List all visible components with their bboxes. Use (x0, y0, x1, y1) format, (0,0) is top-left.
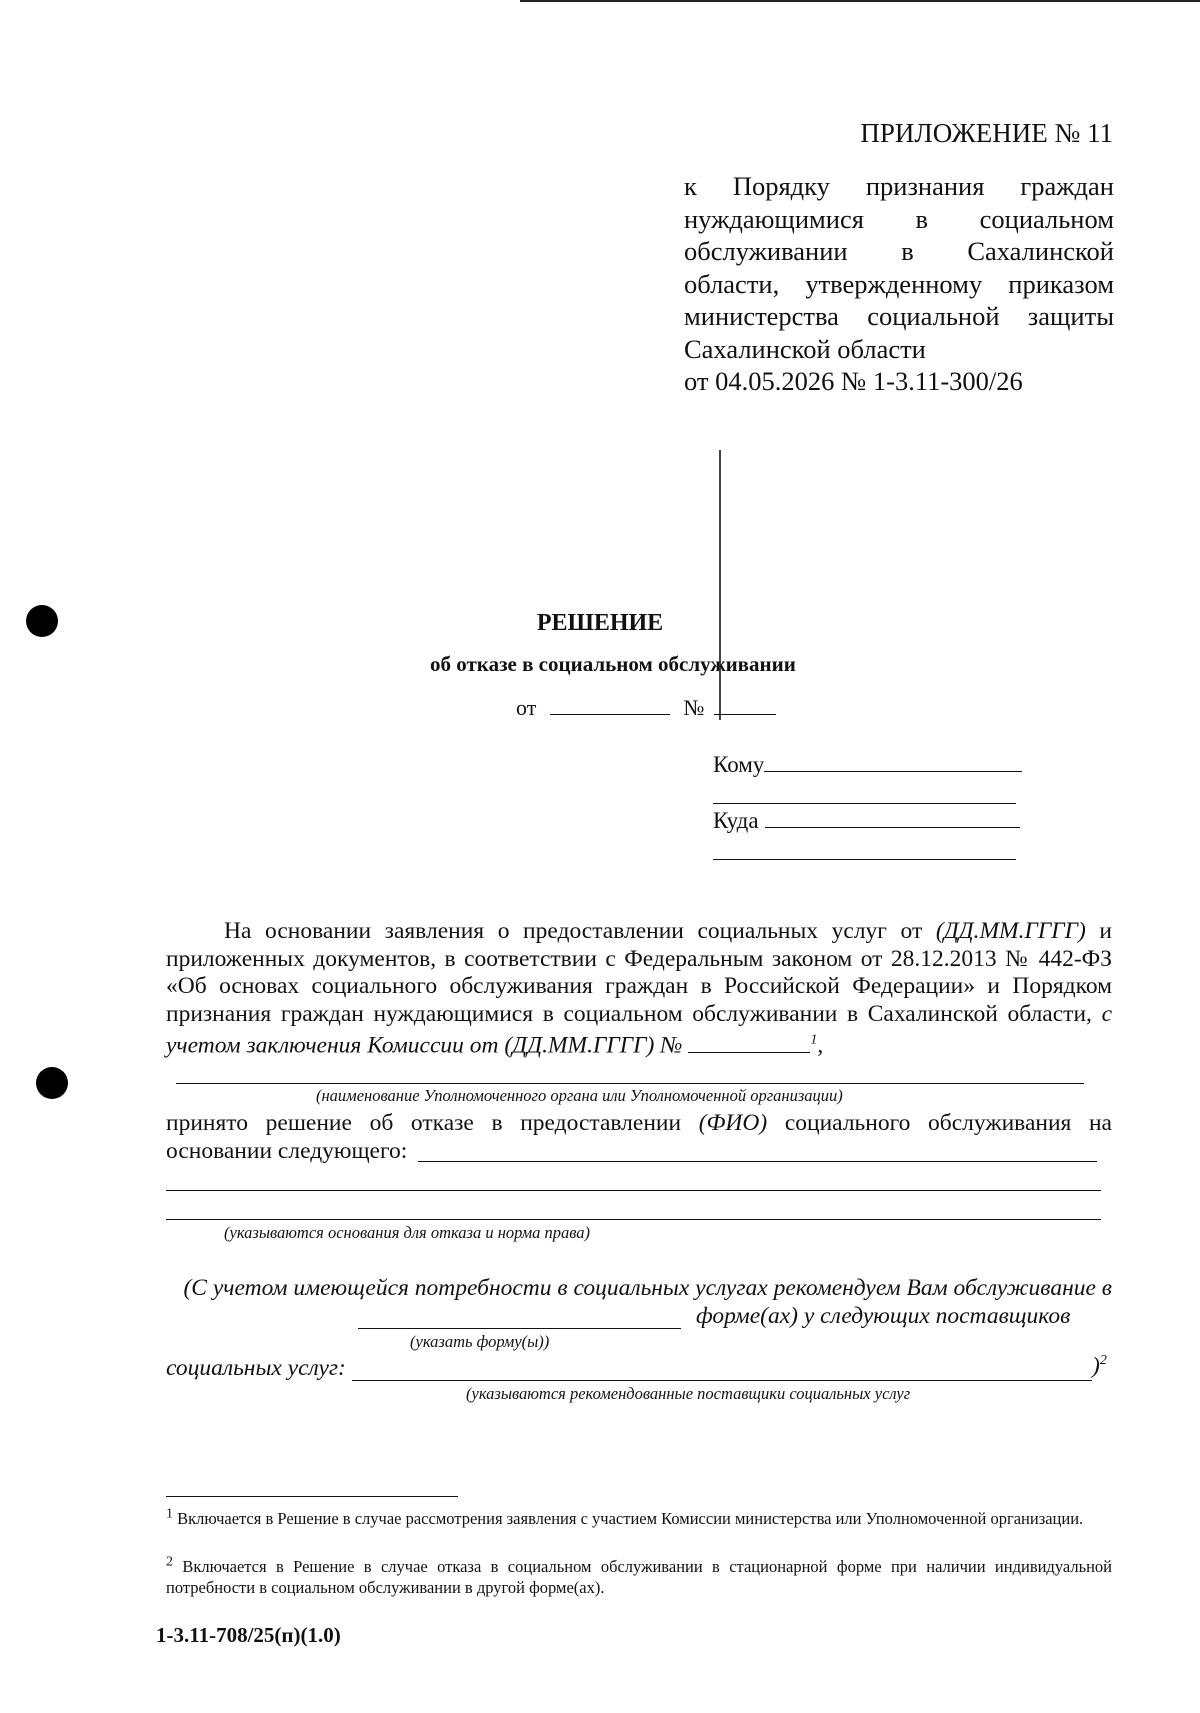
appendix-line: области, утвержденному приказом (684, 268, 1114, 299)
document-code: 1-3.11-708/25(п)(1.0) (156, 1623, 341, 1647)
footnote-mark: 2 (166, 1554, 173, 1570)
footnote-1 (166, 1508, 1112, 1529)
number-blank (714, 692, 776, 715)
appendix-line: обслуживании в Сахалинской (684, 236, 1114, 266)
basis-text-legal: и приложенных документов, в соответствии с Федеральным законом от 28.12.2013 № 442-ФЗ «Об основах социального обслуживания граждан в Российской Федерации» и Порядком признания граждан нуждающимися в социальном обслуживании в Сахалинской области, (166, 918, 1112, 1027)
basis-paragraph (166, 918, 1112, 1060)
appendix-line: министерства социальной защиты (684, 301, 1114, 331)
form-blank (358, 1328, 681, 1329)
footnote-2 (166, 1556, 1112, 1598)
to-label: Кому (713, 752, 765, 777)
date-number-row (516, 692, 776, 721)
providers-label: социальных услуг: (166, 1355, 346, 1381)
scan-edge-line (520, 0, 1200, 2)
caption-providers: (указываются рекомендованные поставщики социальных услуг (466, 1384, 911, 1403)
recommendation-close (1092, 1353, 1107, 1380)
providers-blank (352, 1380, 1092, 1381)
appendix-line: от 04.05.2026 № 1-3.11-300/26 (684, 366, 1023, 396)
footnote-mark: 1 (166, 1506, 173, 1522)
decision-paragraph (166, 1110, 1112, 1165)
commission-text: с учетом заключения Комиссии от (ДД.ММ.ГГГГ) № (166, 1000, 1112, 1059)
appendix-line: Сахалинской области (684, 333, 926, 364)
footnote-ref-1: 1 (810, 1032, 818, 1048)
punch-hole (36, 1067, 68, 1099)
basis-text: На основании заявления о предоставлении социальных услуг от (224, 918, 936, 944)
number-label: № (683, 695, 705, 720)
caption-form: (указать форму(ы)) (410, 1332, 550, 1351)
decision-text: принято решение об отказе в предоставлении (166, 1110, 699, 1136)
decision-text-end: социального обслуживания на основании следующего: (166, 1110, 1112, 1164)
grounds-blank-2 (166, 1190, 1101, 1191)
from-label: от (516, 695, 537, 720)
grounds-blank-3 (166, 1219, 1101, 1220)
address-row (713, 804, 1020, 834)
date-blank (550, 692, 670, 715)
where-label: Куда (713, 808, 759, 833)
footnote-ref-2: 2 (1099, 1353, 1107, 1369)
commission-number-blank (688, 1028, 810, 1053)
appendix-title: ПРИЛОЖЕНИЕ № 11 (860, 118, 1113, 148)
application-date-placeholder: (ДД.ММ.ГГГГ) (935, 918, 1086, 944)
organ-blank (176, 1083, 1084, 1084)
appendix-reference (684, 170, 1114, 398)
address-blank-2 (713, 859, 1016, 860)
decision-title: РЕШЕНИЕ (536, 610, 664, 636)
recipient-blank (764, 748, 1022, 772)
appendix-line: к Порядку признания граждан (684, 171, 1114, 201)
close-paren: ) (1092, 1353, 1100, 1379)
fio-placeholder: (ФИО) (698, 1110, 768, 1136)
appendix-line: нуждающимися в социальном (684, 203, 1114, 234)
basis-end-punct: , (817, 1032, 824, 1059)
address-blank (765, 804, 1020, 828)
caption-organ: (наименование Уполномоченного органа или Уполномоченной организации) (316, 1086, 843, 1105)
footnote-separator (166, 1496, 458, 1497)
recommendation-line-2: форме(ах) у следующих поставщиков (696, 1303, 1071, 1329)
recipient-row (713, 748, 1022, 778)
grounds-blank-1 (418, 1161, 1097, 1162)
footnote-text: Включается в Решение в случае рассмотрения заявления с участием Комиссии министерства или Уполномоченной организации. (177, 1509, 1084, 1528)
scan-artifact-line (719, 450, 721, 720)
footnote-text: Включается в Решение в случае отказа в социальном обслуживании в стационарной форме при наличии индивидуальной потребности в социальном обслуживании в другой форме(ах). (166, 1557, 1113, 1597)
recommendation-line-1: (С учетом имеющейся потребности в социальных услугах рекомендуем Вам обслуживание в (183, 1275, 1112, 1301)
caption-grounds: (указываются основания для отказа и норма права) (224, 1223, 591, 1242)
decision-subtitle: об отказе в социальном обслуживании (430, 652, 796, 676)
